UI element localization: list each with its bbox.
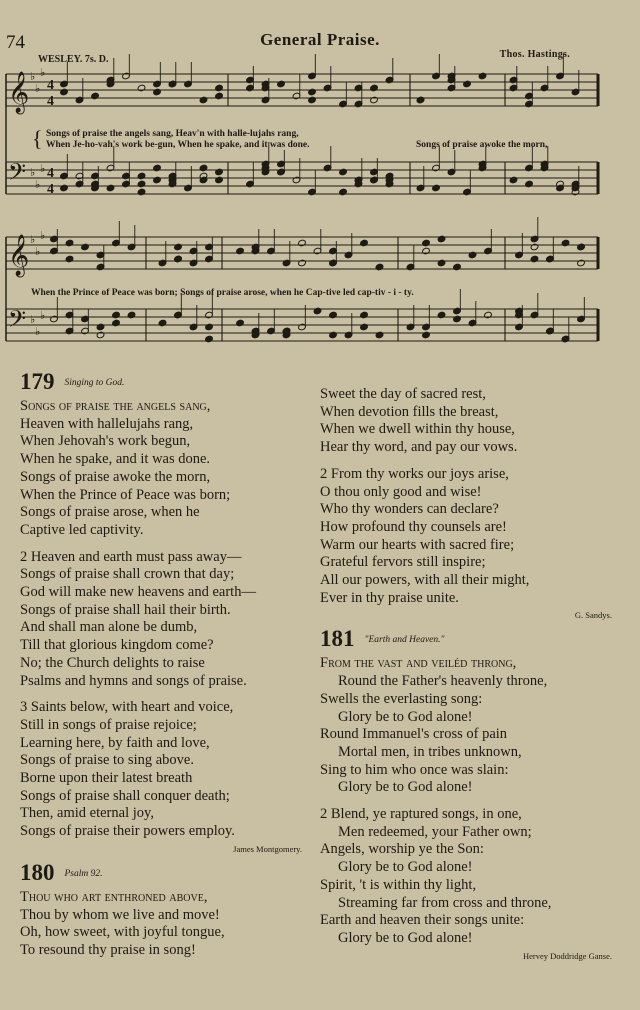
verse-line: Sweet the day of sacred rest, xyxy=(320,386,486,402)
verse-line: Songs of praise their powers employ. xyxy=(20,823,235,840)
verse-line: From the vast and veiléd throng, xyxy=(320,655,517,672)
author-credit: James Montgomery. xyxy=(233,843,302,854)
verse-line: Songs of praise shall hail their birth. xyxy=(20,601,231,618)
verse-line: Mortal men, in tribes unknown, xyxy=(338,743,522,760)
verse-line: When he spake, and it was done. xyxy=(20,451,211,468)
verse-line: Glory be to God alone! xyxy=(338,929,473,946)
verse-line: Songs of praise shall conquer death; xyxy=(20,787,230,804)
hymn-179-header xyxy=(20,370,310,398)
hymn-180-stanza-1a xyxy=(20,889,310,960)
verse-line: Ever in thy praise unite. xyxy=(320,589,459,606)
hymn-subtitle: Psalm 92. xyxy=(64,868,103,879)
verse-line: Round Immanuel's cross of pain xyxy=(320,726,508,743)
tune-name: WESLEY. 7s. D. xyxy=(38,54,109,65)
verse-line: Oh, how sweet, with joyful tongue, xyxy=(20,924,225,941)
svg-text:♭: ♭ xyxy=(30,166,36,179)
verse-line: Heaven with hallelujahs rang, xyxy=(20,415,194,432)
page-number: 74 xyxy=(6,32,25,53)
verse-line: Earth and heaven their songs unite: xyxy=(320,912,525,929)
verse-line: Sing to him who once was slain: xyxy=(320,761,509,778)
author-credit: G. Sandys. xyxy=(574,610,612,621)
hymn-180-header xyxy=(20,861,310,889)
svg-text:♭: ♭ xyxy=(35,178,41,191)
svg-text:4: 4 xyxy=(47,182,54,197)
svg-text:𝄢: 𝄢 xyxy=(8,305,27,338)
verse-line: O thou only good and wise! xyxy=(320,483,482,500)
music-score xyxy=(0,0,640,360)
svg-text:4: 4 xyxy=(47,166,54,181)
hymn-181-stanza-2 xyxy=(320,806,620,948)
verse-line: Glory be to God alone! xyxy=(338,708,473,725)
verse-line: And shall man alone be dumb, xyxy=(20,619,198,636)
svg-text:♭: ♭ xyxy=(30,70,36,83)
verse-line: Borne upon their latest breath xyxy=(20,770,193,787)
verse-line: Songs of praise the angels sang, xyxy=(20,398,211,414)
page-title: General Praise. xyxy=(260,30,380,49)
verse-line: 2 Blend, ye raptured songs, in one, xyxy=(320,806,522,823)
svg-text:♭: ♭ xyxy=(30,233,36,246)
hymn-180-stanza-1b xyxy=(320,386,620,457)
verse-line: When the Prince of Peace was born; xyxy=(20,486,231,503)
svg-text:♭: ♭ xyxy=(40,309,46,322)
verse-line: Songs of praise awoke the morn, xyxy=(20,468,211,485)
svg-text:♭: ♭ xyxy=(40,162,46,175)
lyric-refrain: Songs of praise awoke the morn, xyxy=(416,140,548,150)
svg-text:♭: ♭ xyxy=(35,325,41,338)
svg-text:4: 4 xyxy=(47,78,54,93)
verse-line: Swells the everlasting song: xyxy=(320,690,483,707)
lyric-verse-2: When Je-ho-vah's work be-gun, When he spake, and it was done. xyxy=(46,140,310,150)
verse-line: When Jehovah's work begun, xyxy=(20,433,191,450)
verse-line: Psalms and hymns and songs of praise. xyxy=(20,672,247,689)
svg-text:𝄞: 𝄞 xyxy=(8,72,30,113)
verse-line: 2 From thy works our joys arise, xyxy=(320,465,509,482)
verse-line: Hear thy word, and pay our vows. xyxy=(320,439,518,456)
verse-line: Songs of praise to sing above. xyxy=(20,752,194,769)
verse-line: 3 Saints below, with heart and voice, xyxy=(20,699,234,716)
lyric-line-2: When the Prince of Peace was born; Songs of praise arose, when he Cap-tive led cap-tiv - i - ty. xyxy=(31,288,414,298)
hymn-subtitle: "Earth and Heaven." xyxy=(364,635,445,646)
verse-line: Still in songs of praise rejoice; xyxy=(20,716,197,733)
verse-line: Glory be to God alone! xyxy=(338,779,473,796)
verse-line: 2 Heaven and earth must pass away— xyxy=(20,548,242,565)
hymn-number: 180 xyxy=(20,859,55,885)
verse-line: Songs of praise shall crown that day; xyxy=(20,566,235,583)
verse-line: Grateful fervors still inspire; xyxy=(320,554,486,571)
verse-line: Learning here, by faith and love, xyxy=(20,734,210,751)
svg-text:♭: ♭ xyxy=(30,313,36,326)
svg-text:𝄢: 𝄢 xyxy=(8,158,27,191)
verse-line: Till that glorious kingdom come? xyxy=(20,637,214,654)
verse-line: Spirit, 't is within thy light, xyxy=(320,876,477,893)
verse-line: Thou who art enthroned above, xyxy=(20,888,208,905)
svg-text:♭: ♭ xyxy=(40,229,46,242)
verse-line: Men redeemed, your Father own; xyxy=(338,823,532,840)
verse-line: To resound thy praise in song! xyxy=(20,941,196,958)
verse-line: God will make new heavens and earth— xyxy=(20,584,256,601)
right-column xyxy=(320,386,620,964)
verse-line: Who thy wonders can declare? xyxy=(320,501,499,518)
hymn-180-stanza-2 xyxy=(320,466,620,608)
svg-text:𝄞: 𝄞 xyxy=(8,235,30,276)
verse-line: How profound thy counsels are! xyxy=(320,518,507,535)
hymn-179-stanza-1 xyxy=(20,398,310,540)
verse-line: Thou by whom we live and move! xyxy=(20,906,220,923)
svg-text:4: 4 xyxy=(47,94,54,109)
verse-line: Then, amid eternal joy, xyxy=(20,805,154,822)
verse-line: Streaming far from cross and throne, xyxy=(338,894,552,911)
verse-line: When devotion fills the breast, xyxy=(320,403,499,420)
svg-text:♭: ♭ xyxy=(40,66,46,79)
verse-line: No; the Church delights to raise xyxy=(20,654,205,671)
hymn-179-stanza-2 xyxy=(20,549,310,691)
left-column xyxy=(20,366,310,960)
svg-text:♭: ♭ xyxy=(35,245,41,258)
hymn-179-stanza-3 xyxy=(20,699,310,841)
hymn-number: 179 xyxy=(20,369,55,394)
verse-line: When we dwell within thy house, xyxy=(320,421,515,438)
lyric-brace: { xyxy=(32,126,43,151)
verse-line: Glory be to God alone! xyxy=(338,859,473,876)
verse-line: Captive led captivity. xyxy=(20,521,144,538)
verse-line: Songs of praise arose, when he xyxy=(20,504,200,521)
hymn-number: 181 xyxy=(320,626,355,652)
composer-credit: Thos. Hastings. xyxy=(499,49,570,60)
svg-text:♭: ♭ xyxy=(35,82,41,95)
hymn-subtitle: Singing to God. xyxy=(64,378,125,388)
verse-line: All our powers, with all their might, xyxy=(320,572,530,589)
verse-line: Angels, worship ye the Son: xyxy=(320,841,484,858)
verse-line: Round the Father's heavenly throne, xyxy=(338,673,548,690)
hymn-181-header xyxy=(320,627,620,655)
lyric-verse-1: Songs of praise the angels sang, Heav'n with halle-lujahs rang, xyxy=(46,129,299,139)
hymn-181-stanza-1 xyxy=(320,655,620,797)
verse-line: Warm our hearts with sacred fire; xyxy=(320,536,515,553)
author-credit: Hervey Doddridge Ganse. xyxy=(523,950,612,961)
